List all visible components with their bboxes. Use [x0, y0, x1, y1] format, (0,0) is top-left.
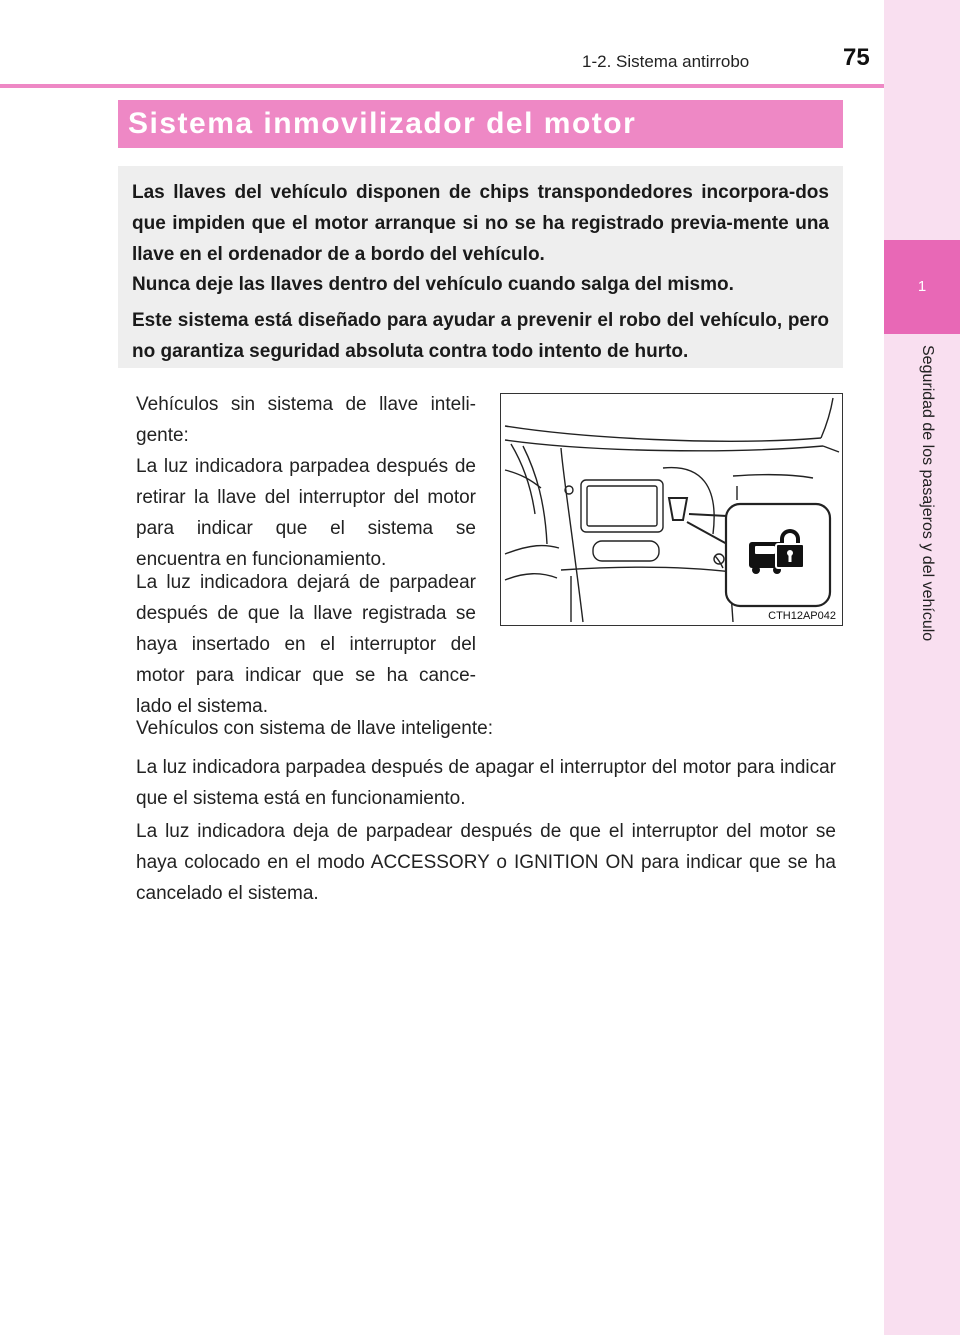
- body-paragraph: La luz indicadora parpadea después de apagar el interruptor del motor para indicar que el sistema está en funcionamiento.: [136, 757, 836, 809]
- section-title-bar: [118, 100, 843, 148]
- chapter-number: 1: [917, 278, 927, 295]
- chapter-title: Seguridad de los pasajeros y del vehículo: [919, 345, 936, 642]
- header-rule: [0, 84, 884, 88]
- body-paragraph: La luz indicadora parpadea después de retirar la llave del interruptor del motor para indicar que el sistema se encuentra en funcionamiento.: [136, 456, 476, 570]
- intro-paragraph: Las llaves del vehículo disponen de chips transpondedores incorpora-dos que impiden que el motor arranque si no se ha registrado previa-mente una llave en el ordenador de a bordo del vehículo.: [132, 182, 829, 265]
- intro-paragraph: Nunca deje las llaves dentro del vehículo cuando salga del mismo.: [132, 274, 734, 295]
- figure-code: CTH12AP042: [768, 610, 836, 622]
- body-paragraph: La luz indicadora dejará de parpadear después de que la llave registrada se haya insertado en el interruptor del motor para indicar que se ha cance-lado el sistema.: [136, 572, 476, 717]
- body-paragraph: Vehículos sin sistema de llave inteli-gente:: [136, 394, 476, 446]
- body-paragraph: La luz indicadora deja de parpadear después de que el interruptor del motor se haya colocado en el modo ACCESSORY o IGNITION ON para indicar que se ha cancelado el sistema.: [136, 821, 836, 904]
- intro-box: [118, 166, 843, 368]
- dashboard-illustration: [500, 393, 843, 626]
- intro-paragraph: Este sistema está diseñado para ayudar a prevenir el robo del vehículo, pero no garantiza seguridad absoluta contra todo intento de hurto.: [132, 310, 829, 362]
- page-number: 75: [843, 44, 870, 71]
- section-title: Sistema inmovilizador del motor: [128, 107, 637, 140]
- dashboard-drawing: [501, 394, 842, 625]
- running-header: 1-2. Sistema antirrobo: [582, 52, 750, 71]
- body-paragraph: Vehículos con sistema de llave inteligente:: [136, 718, 493, 739]
